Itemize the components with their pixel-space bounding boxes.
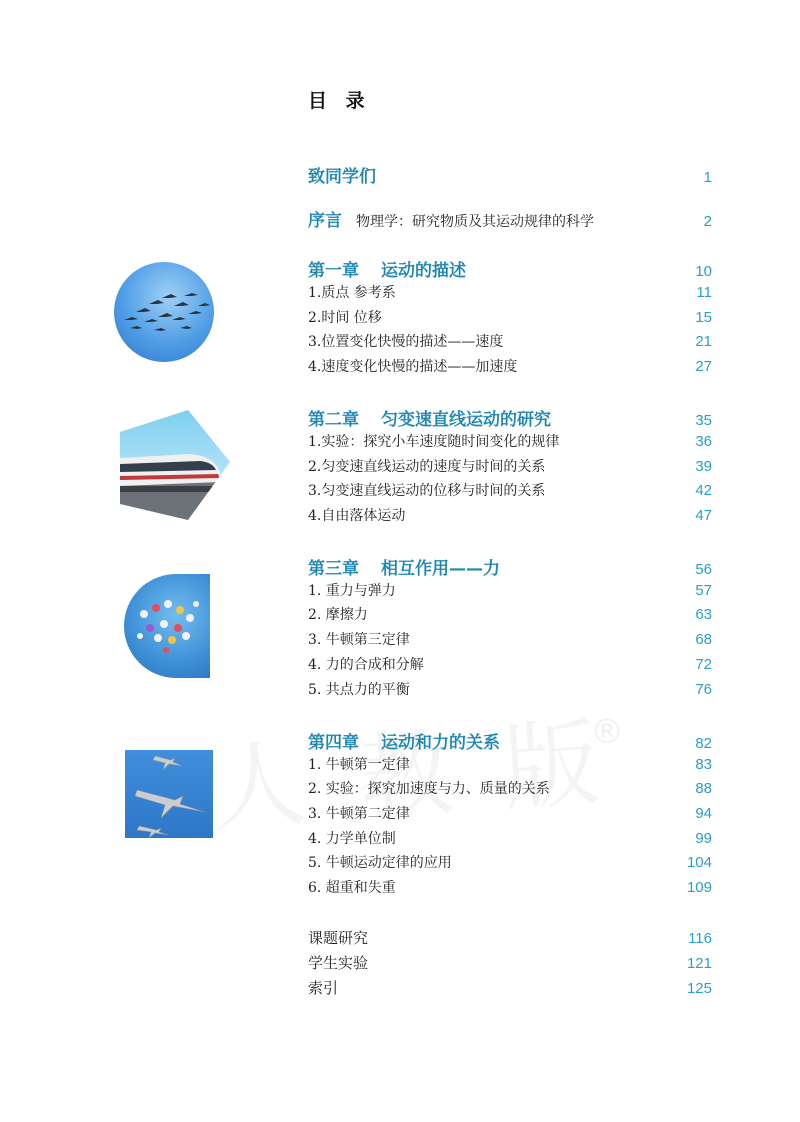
page-number: 39 bbox=[695, 458, 712, 475]
section-label: 2. 实验：探究加速度与力、质量的关系 bbox=[308, 781, 550, 797]
registered-mark: ® bbox=[590, 712, 624, 752]
entry-label: 学生实验 bbox=[308, 954, 369, 972]
page-number: 109 bbox=[686, 879, 712, 896]
entry-label: 索引 bbox=[308, 979, 339, 997]
page-number: 42 bbox=[695, 482, 712, 499]
toc-section[interactable] bbox=[308, 307, 712, 331]
page-number: 94 bbox=[695, 805, 712, 822]
entry-label: 课题研究 bbox=[308, 929, 369, 947]
page-number: 15 bbox=[695, 309, 712, 326]
section-label: 4. 力的合成和分解 bbox=[308, 657, 424, 673]
entry-subtitle: 物理学：研究物质及其运动规律的科学 bbox=[356, 214, 594, 230]
section-label: 4. 力学单位制 bbox=[308, 831, 396, 847]
maglev-train-image bbox=[120, 410, 230, 522]
toc-section[interactable] bbox=[308, 629, 712, 653]
train-pentagon bbox=[120, 410, 230, 522]
chapter-heading: 第二章 bbox=[308, 410, 359, 430]
toc-chapter-4[interactable] bbox=[308, 728, 712, 752]
section-label: 6. 超重和失重 bbox=[308, 880, 396, 896]
page-number: 27 bbox=[695, 358, 712, 375]
toc-entry-appendix[interactable] bbox=[308, 927, 712, 951]
section-label: 1. 重力与弹力 bbox=[308, 583, 396, 599]
flying-birds-image bbox=[114, 262, 214, 362]
page-number: 68 bbox=[695, 631, 712, 648]
section-label: 2. 摩擦力 bbox=[308, 607, 368, 623]
toc-section[interactable] bbox=[308, 828, 712, 852]
page-number: 116 bbox=[688, 930, 712, 947]
toc-section[interactable] bbox=[308, 456, 712, 480]
toc-section[interactable] bbox=[308, 852, 712, 876]
toc-chapter-1[interactable] bbox=[308, 256, 712, 280]
chapter-heading: 第四章 bbox=[308, 733, 359, 753]
page-number: 104 bbox=[686, 854, 712, 871]
entry-label: 序言 bbox=[308, 211, 342, 231]
toc-section[interactable] bbox=[308, 580, 712, 604]
toc-section[interactable] bbox=[308, 877, 712, 901]
toc-entry-preface[interactable] bbox=[308, 206, 712, 230]
page-number: 57 bbox=[695, 582, 712, 599]
section-label: 3. 牛顿第三定律 bbox=[308, 632, 410, 648]
jets-formation bbox=[125, 750, 213, 838]
toc-entry-appendix[interactable] bbox=[308, 952, 712, 976]
chapter-title: 运动和力的关系 bbox=[381, 733, 500, 753]
section-label: 3.匀变速直线运动的位移与时间的关系 bbox=[308, 483, 546, 499]
page-number: 11 bbox=[696, 284, 712, 301]
page-number: 88 bbox=[695, 780, 712, 797]
entry-label: 致同学们 bbox=[308, 167, 376, 187]
toc-section[interactable] bbox=[308, 803, 712, 827]
page-number: 47 bbox=[695, 507, 712, 524]
section-label: 4.自由落体运动 bbox=[308, 508, 406, 524]
toc-section[interactable] bbox=[308, 679, 712, 703]
page-number: 83 bbox=[695, 756, 712, 773]
toc-section[interactable] bbox=[308, 356, 712, 380]
chapter-title: 相互作用——力 bbox=[381, 559, 500, 579]
section-label: 1. 牛顿第一定律 bbox=[308, 757, 410, 773]
chapter-heading: 第三章 bbox=[308, 559, 359, 579]
page-number: 21 bbox=[695, 333, 712, 350]
section-label: 2.匀变速直线运动的速度与时间的关系 bbox=[308, 459, 546, 475]
section-label: 3.位置变化快慢的描述——速度 bbox=[308, 334, 504, 350]
skydivers-image bbox=[124, 574, 210, 678]
page-number: 125 bbox=[686, 980, 712, 997]
toc-section[interactable] bbox=[308, 331, 712, 355]
chapter-title: 运动的描述 bbox=[381, 261, 466, 281]
toc-section[interactable] bbox=[308, 778, 712, 802]
section-label: 5. 牛顿运动定律的应用 bbox=[308, 855, 452, 871]
page-number: 99 bbox=[695, 830, 712, 847]
toc-section[interactable] bbox=[308, 480, 712, 504]
section-label: 4.速度变化快慢的描述——加速度 bbox=[308, 359, 518, 375]
page-number: 2 bbox=[703, 213, 712, 230]
page-number: 82 bbox=[695, 735, 712, 752]
page-number: 76 bbox=[695, 681, 712, 698]
toc-chapter-2[interactable] bbox=[308, 405, 712, 429]
toc-entry-preface-letter[interactable] bbox=[308, 162, 712, 186]
toc-chapter-3[interactable] bbox=[308, 554, 712, 578]
toc-section[interactable] bbox=[308, 282, 712, 306]
skydivers-formation bbox=[124, 574, 210, 678]
page-title: 目 录 bbox=[308, 90, 371, 112]
toc-section[interactable] bbox=[308, 431, 712, 455]
section-label: 2.时间 位移 bbox=[308, 310, 382, 326]
section-label: 1.实验：探究小车速度随时间变化的规律 bbox=[308, 434, 560, 450]
birds-silhouette bbox=[114, 262, 214, 362]
fighter-jets-image bbox=[125, 750, 213, 838]
toc-entry-appendix[interactable] bbox=[308, 977, 712, 1001]
section-label: 1.质点 参考系 bbox=[308, 285, 396, 301]
section-label: 3. 牛顿第二定律 bbox=[308, 806, 410, 822]
page-number: 1 bbox=[703, 169, 712, 186]
toc-section[interactable] bbox=[308, 505, 712, 529]
page-number: 72 bbox=[695, 656, 712, 673]
section-label: 5. 共点力的平衡 bbox=[308, 682, 410, 698]
page-number: 121 bbox=[686, 955, 712, 972]
toc-section[interactable] bbox=[308, 754, 712, 778]
toc-section[interactable] bbox=[308, 654, 712, 678]
page-number: 56 bbox=[695, 561, 712, 578]
page-number: 35 bbox=[695, 412, 712, 429]
page-number: 63 bbox=[695, 606, 712, 623]
page-number: 10 bbox=[695, 263, 712, 280]
toc-section[interactable] bbox=[308, 604, 712, 628]
chapter-heading: 第一章 bbox=[308, 261, 359, 281]
chapter-title: 匀变速直线运动的研究 bbox=[381, 410, 551, 430]
page-number: 36 bbox=[695, 433, 712, 450]
